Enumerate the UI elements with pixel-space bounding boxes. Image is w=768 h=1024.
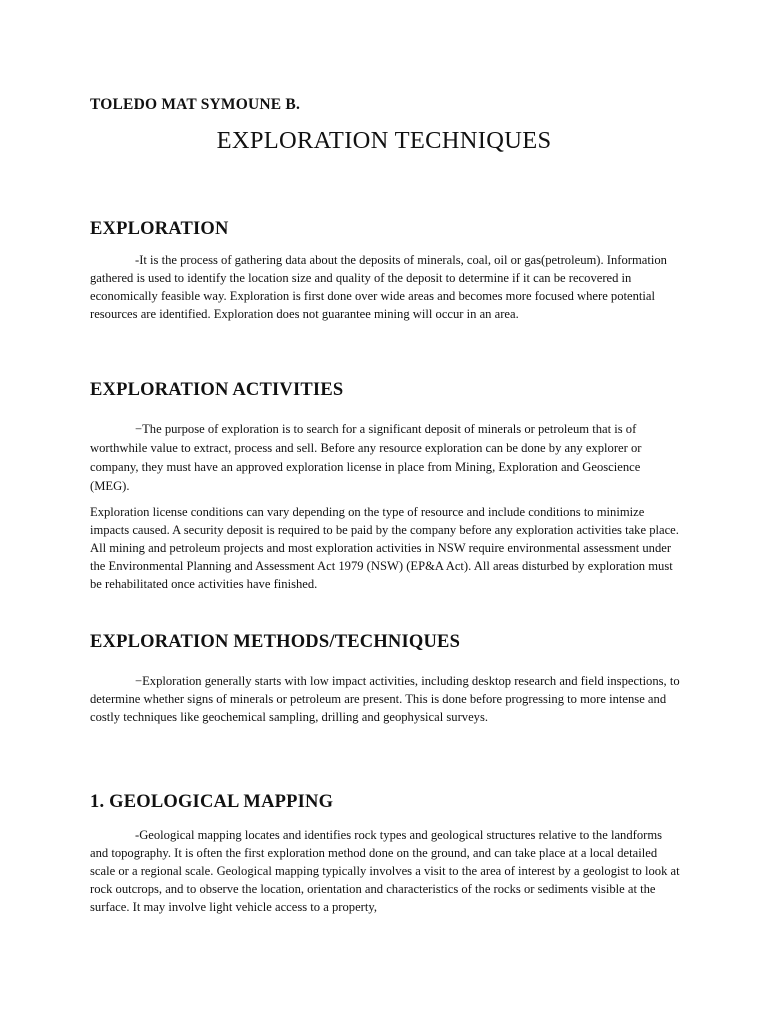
author-name: TOLEDO MAT SYMOUNE B. — [90, 96, 301, 113]
section-heading-exploration: EXPLORATION — [90, 219, 229, 239]
geological-mapping-paragraph: -Geological mapping locates and identifies rock types and geological structures relative to the landforms and topography. It is often the first exploration method done on the ground, and can take place at a local detailed scale or a regional scale. Geological mapping typically involves a visit to the area of interest by a geologist to look at rock outcrops, and to observe the location, orientation and characteristics of the rocks or sediments visible at the surface. It may involve light vehicle access to a property, — [90, 828, 680, 914]
section-heading-exploration-methods: EXPLORATION METHODS/TECHNIQUES — [90, 632, 461, 652]
exploration-paragraph: -It is the process of gathering data about the deposits of minerals, coal, oil or gas(petroleum). Information gathered is used to identify the location size and quality of the deposit to determine if it can be recovered in economically feasible way. Exploration is first done over wide areas and becomes more focused where potential resources are identified. Exploration does not guarantee mining will occur in an area. — [90, 253, 667, 321]
exploration-methods-paragraph: −Exploration generally starts with low impact activities, including desktop research and field inspections, to determine whether signs of minerals or petroleum are present. This is done before progressing to more intense and costly techniques like geochemical sampling, drilling and geophysical surveys. — [90, 674, 680, 724]
section-heading-exploration-activities: EXPLORATION ACTIVITIES — [90, 380, 344, 400]
section-heading-geological-mapping: 1. GEOLOGICAL MAPPING — [90, 792, 334, 812]
exploration-activities-paragraph-1: −The purpose of exploration is to search for a significant deposit of minerals or petroleum that is of worthwhile value to extract, process and sell. Before any resource exploration can be done by any explorer or company, they must have an approved exploration license in place from Mining, Exploration and Geoscience (MEG). — [90, 422, 642, 493]
exploration-activities-paragraph-2: Exploration license conditions can vary depending on the type of resource and include conditions to minimize impacts caused. A security deposit is required to be paid by the company before any exploration activities take place. All mining and petroleum projects and most exploration activities in NSW require environmental assessment under the Environmental Planning and Assessment Act 1979 (NSW) (EP&A Act). All areas disturbed by exploration must be rehabilitated once activities have finished. — [90, 505, 679, 591]
document-title: EXPLORATION TECHNIQUES — [216, 127, 552, 154]
